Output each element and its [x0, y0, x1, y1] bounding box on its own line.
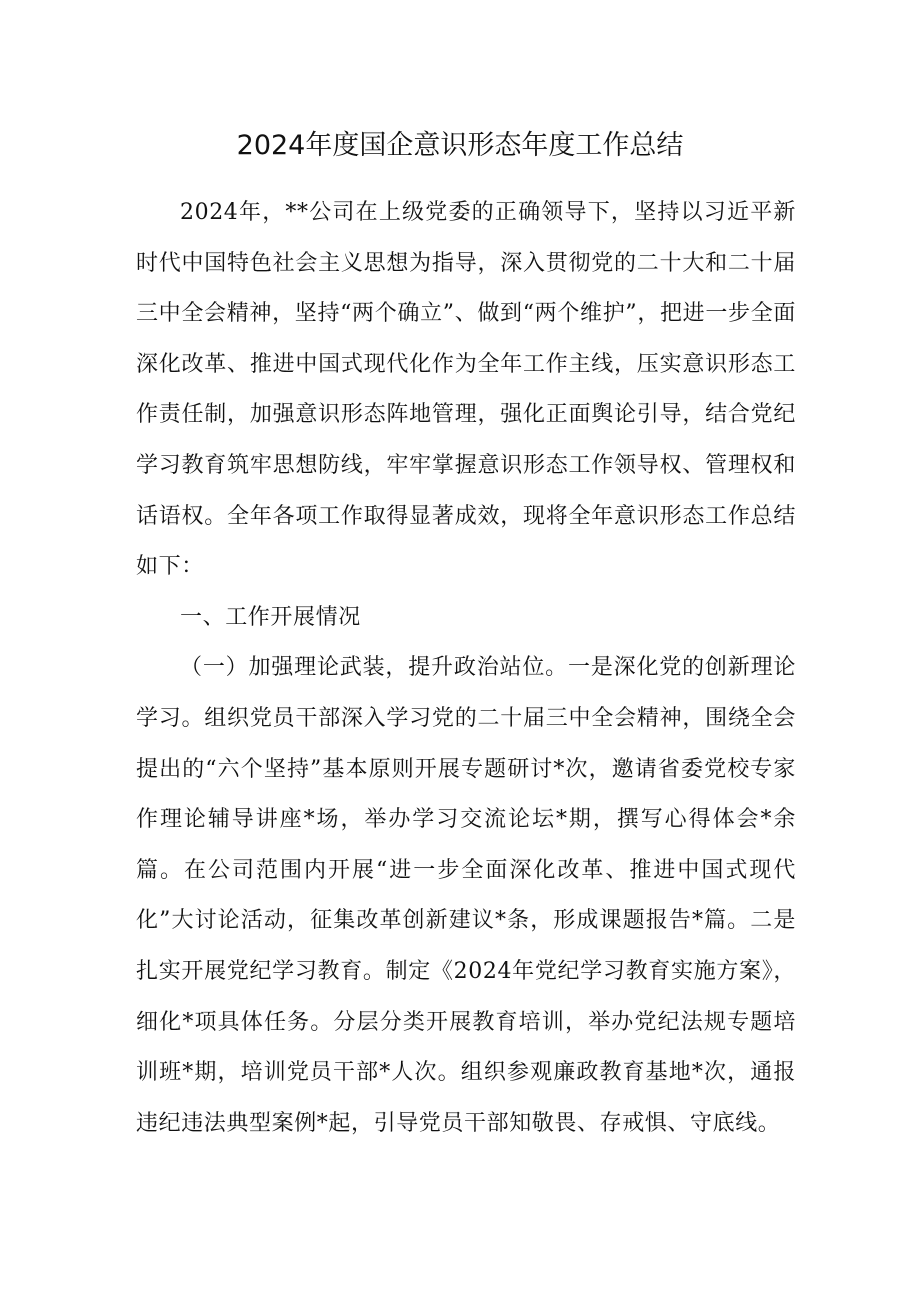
section-heading: 一、工作开展情况 — [180, 604, 361, 630]
paragraph-section-1: （一）加强理论武装，提升政治站位。一是深化党的创新理论学习。组织党员干部深入学习党的二十届三中全会精神，围绕全会提出的“六个坚持”基本原则开展专题研讨*次，邀请省委党校专家作理论辅导讲座*场，举办学习交流论坛*期，撰写心得体会*余篇。在公司范围内开展“进一步全面深化改革、推进中国式现代化”大讨论活动，征集改革创新建议*条，形成课题报告*篇。二是扎实开展党纪学习教育。制定《2024年党纪学习教育实施方案》，细化*项具体任务。分层分类开展教育培训，举办党纪法规专题培训班*期，培训党员干部*人次。组织参观廉政教育基地*次，通报违纪违法典型案例*起，引导党员干部知敬畏、存戒惧、守底线。 — [136, 655, 796, 1136]
document-body — [136, 188, 796, 1149]
paragraph-intro: 2024年，**公司在上级党委的正确领导下，坚持以习近平新时代中国特色社会主义思想为指导，深入贯彻党的二十大和二十届三中全会精神，坚持“两个确立”、做到“两个维护”，把进一步全面深化改革、推进中国式现代化作为全年工作主线，压实意识形态工作责任制，加强意识形态阵地管理，强化正面舆论引导，结合党纪学习教育筑牢思想防线，牢牢掌握意识形态工作领导权、管理权和话语权。全年各项工作取得显著成效，现将全年意识形态工作总结如下： — [136, 200, 796, 580]
document-title: 2024年度国企意识形态年度工作总结 — [236, 130, 684, 161]
